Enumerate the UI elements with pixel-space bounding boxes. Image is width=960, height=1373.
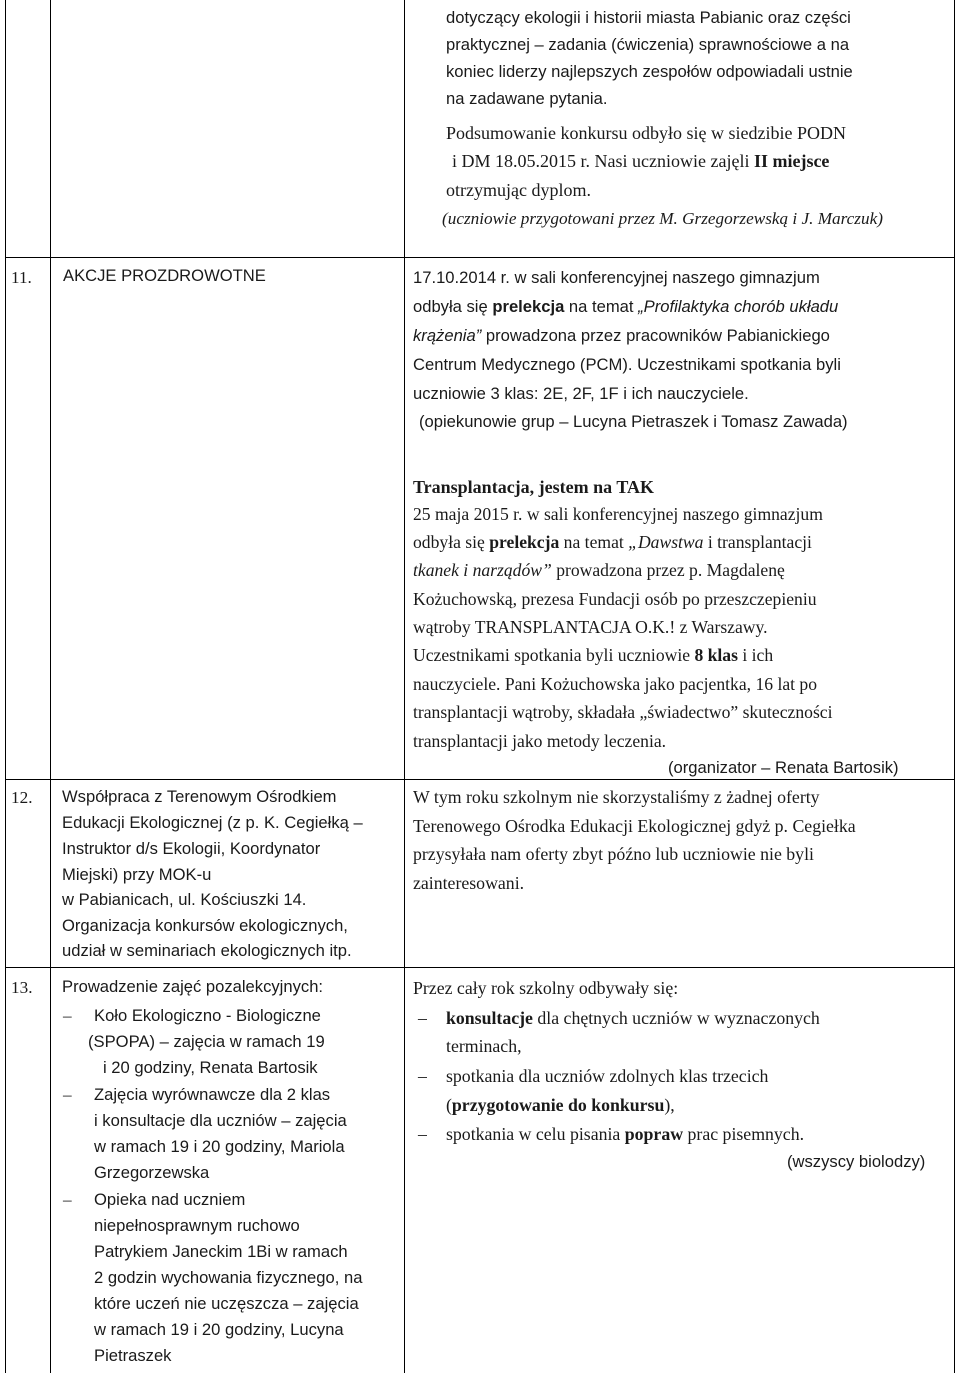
- body-text-line: praktycznej – zadania (ćwiczenia) sprawnościowe a na: [446, 35, 850, 54]
- list-item-line: 2 godzin wychowania fizycznego, na: [94, 1268, 363, 1287]
- list-dash: –: [418, 1008, 427, 1028]
- event-text-line: [413, 560, 785, 580]
- summary-line: otrzymując dyplom.: [446, 180, 591, 200]
- event-text-line: uczniowie 3 klas: 2E, 2F, 1F i ich nauczyciele.: [413, 384, 749, 403]
- row-title-line: Organizacja konkursów ekologicznych,: [62, 916, 348, 935]
- text-segment: dla chętnych uczniów w wyznaczonych: [532, 1008, 820, 1028]
- list-dash: –: [63, 1085, 72, 1104]
- desc-item-line: [446, 1095, 675, 1115]
- desc-item-line: terminach,: [446, 1036, 522, 1056]
- text-segment: prac pisemnych.: [683, 1124, 805, 1144]
- text-segment: odbyła się: [413, 297, 493, 316]
- event-heading: Transplantacja, jestem na TAK: [413, 477, 654, 497]
- text-segment: Uczestnikami spotkania byli uczniowie: [413, 645, 695, 665]
- consultations-label: konsultacje: [446, 1008, 533, 1028]
- desc-item-line: [446, 1008, 820, 1028]
- row-divider-13: [5, 967, 955, 968]
- summary-line: [452, 151, 829, 171]
- body-text-line: dotyczący ekologii i historii miasta Pabianic oraz części: [446, 8, 851, 27]
- list-dash: –: [63, 1190, 72, 1209]
- organizers-note: (opiekunowie grup – Lucyna Pietraszek i Tomasz Zawada): [419, 412, 848, 431]
- list-item-line: Grzegorzewska: [94, 1163, 210, 1182]
- event-text-line: nauczyciele. Pani Kożuchowska jako pacjentka, 16 lat po: [413, 674, 818, 694]
- row-number: 11.: [11, 268, 32, 287]
- lecture-topic: „Profilaktyka chorób układu: [638, 297, 839, 316]
- text-segment: i ich: [737, 645, 774, 665]
- teachers-note: (uczniowie przygotowani przez M. Grzegorzewską i J. Marczuk): [442, 209, 883, 228]
- organizer-note: (organizator – Renata Bartosik): [668, 758, 899, 777]
- teachers-note: (wszyscy biolodzy): [787, 1152, 926, 1171]
- row-divider-11: [5, 257, 955, 258]
- summary-line: Podsumowanie konkursu odbyło się w siedzibie PODN: [446, 123, 846, 143]
- lecture-label: prelekcja: [492, 297, 565, 316]
- desc-intro: Przez cały rok szkolny odbywały się:: [413, 978, 679, 998]
- summary-text: i DM 18.05.2015 r. Nasi uczniowie zajęli: [452, 151, 754, 171]
- event-text-line: wątroby TRANSPLANTACJA O.K.! z Warszawy.: [413, 617, 768, 637]
- row-title-line: udział w seminariach ekologicznych itp.: [62, 941, 352, 960]
- class-count: 8 klas: [694, 645, 738, 665]
- text-segment: na temat: [564, 297, 639, 316]
- list-dash: –: [418, 1124, 427, 1144]
- table-border-right: [954, 0, 955, 1373]
- corrections-label: popraw: [624, 1124, 684, 1144]
- row-number: 12.: [11, 788, 33, 807]
- list-item-line: (SPOPA) – zajęcia w ramach 19: [88, 1032, 325, 1051]
- row-title: Prowadzenie zajęć pozalekcyjnych:: [62, 977, 324, 996]
- list-item-line: niepełnosprawnym ruchowo: [94, 1216, 300, 1235]
- row-title-line: w Pabianicach, ul. Kościuszki 14.: [62, 890, 307, 909]
- event-text-line: Centrum Medycznego (PCM). Uczestnikami spotkania byli: [413, 355, 841, 374]
- text-segment: spotkania w celu pisania: [446, 1124, 625, 1144]
- event-text-line: Kożuchowską, prezesa Fundacji osób po przeszczepieniu: [413, 589, 817, 609]
- text-segment: (: [446, 1095, 452, 1115]
- row-divider-12: [5, 779, 955, 780]
- list-item-line: Patrykiem Janeckim 1Bi w ramach: [94, 1242, 348, 1261]
- table-border-left: [5, 0, 6, 1373]
- lecture-topic: tkanek i narządów”: [413, 560, 552, 580]
- lecture-topic: „Dawstwa: [628, 532, 704, 552]
- text-segment: ),: [664, 1095, 675, 1115]
- text-segment: prowadzona przez p. Magdalenę: [551, 560, 785, 580]
- event-text-line: [413, 326, 830, 346]
- list-item-line: i konsultacje dla uczniów – zajęcia: [94, 1111, 347, 1130]
- list-item-line: w ramach 19 i 20 godziny, Mariola: [94, 1137, 345, 1156]
- desc-item-line: spotkania dla uczniów zdolnych klas trzecich: [446, 1066, 769, 1086]
- table-column-divider-2: [404, 0, 405, 1373]
- row-title-line: Miejski) przy MOK-u: [62, 865, 212, 884]
- row-title-line: Instruktor d/s Ekologii, Koordynator: [62, 839, 321, 858]
- list-dash: –: [418, 1066, 427, 1086]
- body-text-line: koniec liderzy najlepszych zespołów odpowiadali ustnie: [446, 62, 853, 81]
- list-item-line: Koło Ekologiczno - Biologiczne: [94, 1006, 321, 1025]
- list-item-line: Opieka nad uczniem: [94, 1190, 246, 1209]
- event-text-line: 25 maja 2015 r. w sali konferencyjnej naszego gimnazjum: [413, 504, 823, 524]
- desc-text-line: przysyłała nam oferty zbyt późno lub uczniowie nie byli: [413, 844, 814, 864]
- list-dash: –: [63, 1006, 72, 1025]
- list-item-line: w ramach 19 i 20 godziny, Lucyna: [94, 1320, 344, 1339]
- row-number: 13.: [11, 978, 33, 997]
- desc-item-line: [446, 1124, 804, 1144]
- row-title-line: Edukacji Ekologicznej (z p. K. Cegiełką –: [62, 813, 363, 832]
- text-segment: i transplantacji: [703, 532, 812, 552]
- list-item-line: i 20 godziny, Renata Bartosik: [103, 1058, 318, 1077]
- event-text-line: 17.10.2014 r. w sali konferencyjnej naszego gimnazjum: [413, 268, 820, 287]
- lecture-topic: krążenia”: [413, 326, 482, 345]
- row-title-line: Współpraca z Terenowym Ośrodkiem: [62, 787, 337, 806]
- text-segment: na temat: [559, 532, 629, 552]
- list-item-line: Pietraszek: [94, 1346, 172, 1365]
- desc-text-line: Terenowego Ośrodka Edukacji Ekologicznej gdyż p. Cegiełka: [413, 816, 856, 836]
- contest-prep-label: przygotowanie do konkursu: [451, 1095, 665, 1115]
- lecture-label: prelekcja: [489, 532, 560, 552]
- table-column-divider-1: [50, 0, 51, 1373]
- event-text-line: transplantacji jako metody leczenia.: [413, 731, 667, 751]
- place-highlight: II miejsce: [753, 151, 830, 171]
- list-item-line: Zajęcia wyrównawcze dla 2 klas: [94, 1085, 331, 1104]
- event-text-line: transplantacji wątroby, składała „świadectwo” skuteczności: [413, 702, 833, 722]
- body-text-line: na zadawane pytania.: [446, 89, 608, 108]
- event-text-line: [413, 532, 812, 552]
- desc-text-line: W tym roku szkolnym nie skorzystaliśmy z żadnej oferty: [413, 787, 820, 807]
- desc-text-line: zainteresowani.: [413, 873, 525, 893]
- text-segment: prowadzona przez pracowników Pabianickiego: [481, 326, 830, 345]
- event-text-line: [413, 645, 773, 665]
- event-text-line: [413, 297, 838, 317]
- list-item-line: które uczeń nie uczęszcza – zajęcia: [94, 1294, 359, 1313]
- row-title: AKCJE PROZDROWOTNE: [63, 266, 266, 285]
- text-segment: odbyła się: [413, 532, 490, 552]
